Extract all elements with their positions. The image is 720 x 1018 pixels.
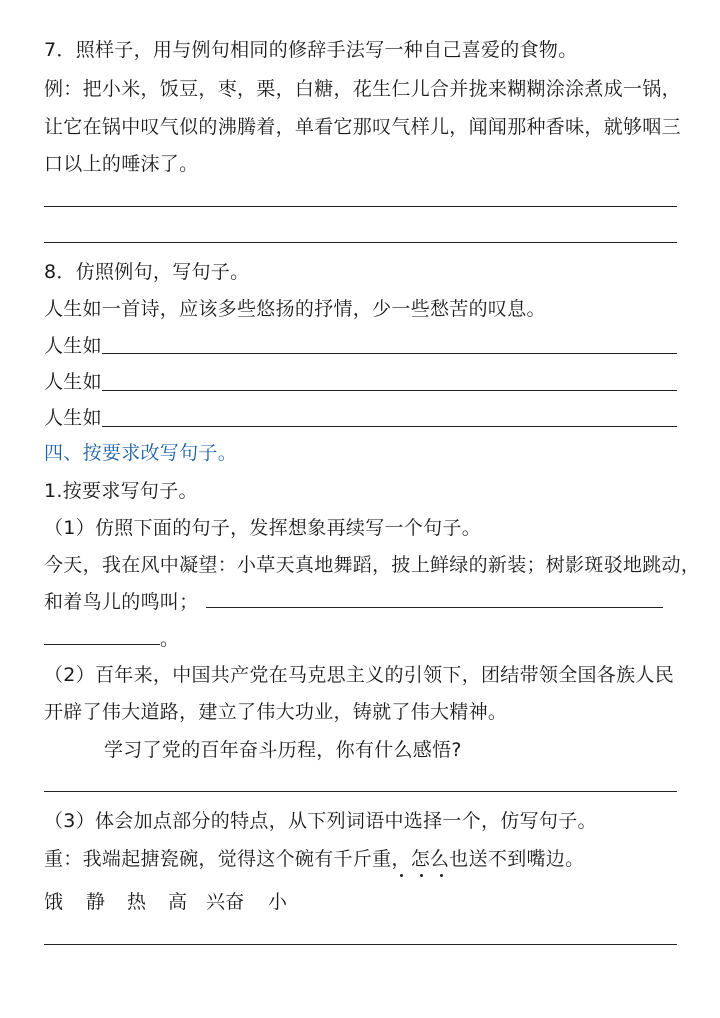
sub2-line2: 开辟了伟大道路，建立了伟大功业，铸就了伟大精神。 bbox=[44, 701, 508, 723]
q8-answer-line-3[interactable] bbox=[102, 426, 677, 427]
sub1-answer-line-1[interactable] bbox=[206, 607, 663, 608]
q8-prompt-3: 人生如 bbox=[44, 407, 102, 429]
q8-title: 8．仿照例句，写句子。 bbox=[44, 261, 250, 283]
emphasis-dot bbox=[400, 874, 403, 877]
sub1-line2-prefix: 和着鸟儿的鸣叫； bbox=[44, 591, 199, 613]
q8-answer-line-2[interactable] bbox=[102, 390, 677, 391]
q7-title: 7．照样子，用与例句相同的修辞手法写一种自己喜爱的食物。 bbox=[44, 39, 578, 61]
q8-prompt-2: 人生如 bbox=[44, 371, 102, 393]
sub3-word-2: 静 bbox=[86, 891, 106, 913]
q7-answer-line-1[interactable] bbox=[44, 206, 677, 207]
sub2-answer-line[interactable] bbox=[44, 791, 677, 792]
q8-example: 人生如一首诗，应该多些悠扬的抒情，少一些愁苦的叹息。 bbox=[44, 298, 546, 320]
section4-heading: 四、按要求改写句子。 bbox=[44, 442, 238, 464]
sub3-word-6: 小 bbox=[268, 891, 288, 913]
sub1-end-mark: 。 bbox=[160, 628, 180, 650]
q8-answer-line-1[interactable] bbox=[102, 353, 677, 354]
sub3-word-1: 饿 bbox=[44, 891, 64, 913]
sub3-title: （3）体会加点部分的特点，从下列词语中选择一个，仿写句子。 bbox=[44, 810, 597, 832]
sub3-answer-line[interactable] bbox=[44, 944, 677, 945]
sub2-question: 学习了党的百年奋斗历程，你有什么感悟? bbox=[104, 739, 462, 761]
section4-item1: 1.按要求写句子。 bbox=[44, 480, 198, 502]
sub1-answer-line-2[interactable] bbox=[44, 644, 160, 645]
q7-example-line1: 例：把小米，饭豆，枣，栗，白糖，花生仁儿合并拢来糊糊涂涂煮成一锅， bbox=[44, 78, 681, 100]
sub3-example: 重：我端起搪瓷碗，觉得这个碗有千斤重，怎么也送不到嘴边。 bbox=[44, 848, 585, 870]
sub3-word-5: 兴奋 bbox=[206, 891, 245, 913]
q8-prompt-1: 人生如 bbox=[44, 335, 102, 357]
sub2-line1: （2）百年来，中国共产党在马克思主义的引领下，团结带领全国各族人民 bbox=[44, 664, 674, 686]
q7-example-line3: 口以上的唾沫了。 bbox=[44, 153, 199, 175]
sub3-word-4: 高 bbox=[168, 891, 188, 913]
emphasis-dot bbox=[420, 874, 423, 877]
sub1-line1: 今天，我在风中凝望：小草天真地舞蹈，披上鲜绿的新装；树影斑驳地跳动， bbox=[44, 554, 701, 576]
sub1-title: （1）仿照下面的句子，发挥想象再续写一个句子。 bbox=[44, 517, 481, 539]
q7-answer-line-2[interactable] bbox=[44, 242, 677, 243]
sub3-word-3: 热 bbox=[127, 891, 147, 913]
q7-example-line2: 让它在锅中叹气似的沸腾着，单看它那叹气样儿，闻闻那种香味，就够咽三 bbox=[44, 116, 681, 138]
emphasis-dot bbox=[440, 874, 443, 877]
